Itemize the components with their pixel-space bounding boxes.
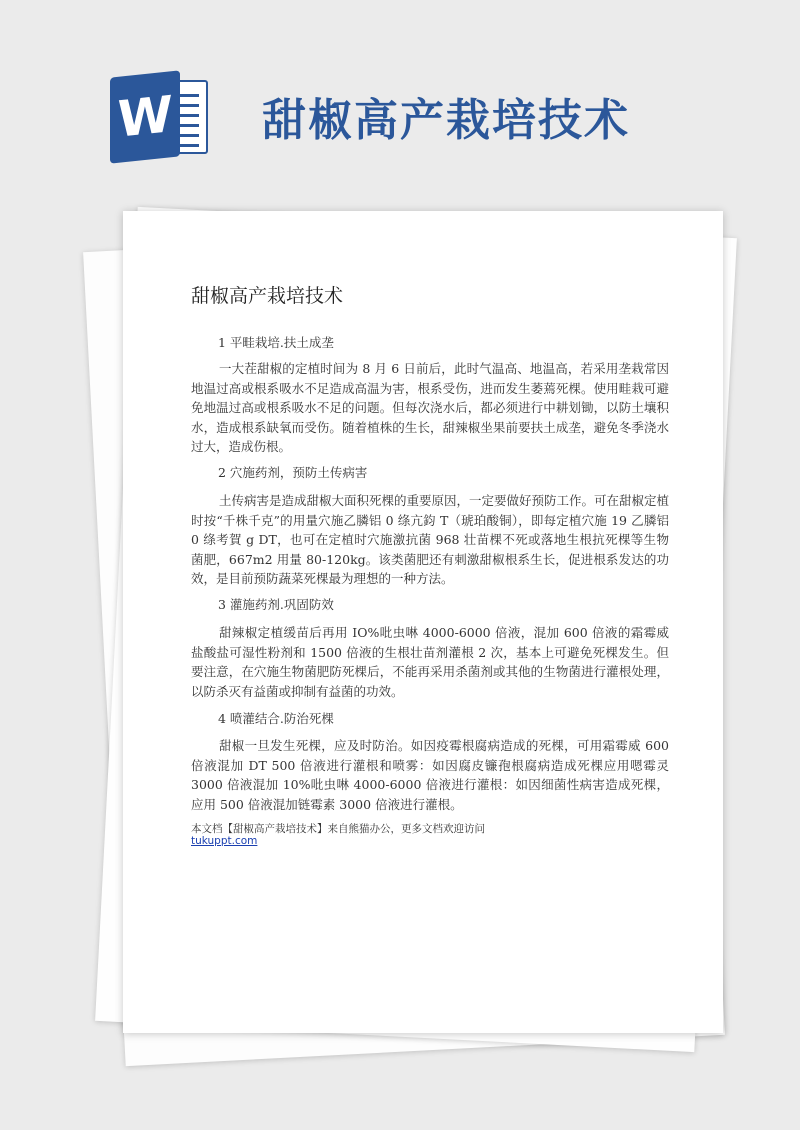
section-heading-2: 2 穴施药剂，预防土传病害 [218, 465, 368, 480]
document-page [123, 211, 723, 1033]
document-title: 甜椒高产栽培技术 [191, 285, 344, 307]
word-document-icon [110, 74, 214, 160]
banner [0, 0, 800, 190]
section-heading-3: 3 灌施药剂.巩固防效 [218, 597, 334, 612]
word-letter-badge: W [110, 70, 180, 163]
banner-title: 甜椒高产栽培技术 [262, 95, 630, 146]
footer-note: 本文档【甜椒高产栽培技术】来自熊猫办公，更多文档欢迎访问 [191, 823, 485, 835]
section-body-4: 甜椒一旦发生死棵，应及时防治。如因疫霉根腐病造成的死棵，可用霜霉威 600 倍液混加 DT 500 倍液进行灌根和喷雾：如因腐皮镰孢根腐病造成死棵应用嗯霉灵 3000 倍液混加 10%吡虫啉 4000-6000 倍液进行灌根：如因细菌性病害造成死棵，应用 500 倍液混加链霉素 3000 倍液进行灌根。 [191, 738, 669, 812]
section-heading-4: 4 喷灌结合.防治死棵 [218, 711, 334, 726]
section-body-3: 甜辣椒定植缓苗后再用 IO%吡虫啉 4000-6000 倍液，混加 600 倍液的霜霉威盐酸盐可湿性粉剂和 1500 倍液的生根壮苗剂灌根 2 次，基本上可避免死棵发生。但要注意，在穴施生物菌肥防死棵后，不能再采用杀菌剂或其他的生物菌进行灌根处理，以防杀灭有益菌或抑制有益菌的功效。 [191, 625, 669, 699]
section-heading-1: 1 平畦栽培.扶土成垄 [218, 335, 334, 350]
section-body-2: 土传病害是造成甜椒大面积死棵的重要原因，一定要做好预防工作。可在甜椒定植时按“千株千克”的用量穴施乙膦铝 0 绦亢鈞 T（琥珀酸铜），即每定植穴施 19 乙膦铝 0 绦考賀 g DT，也可在定植时穴施激抗菌 968 壮苗棵不死或落地生根抗死棵等生物菌肥，667m2 用量 80-120kg。该类菌肥还有刺激甜椒根系生长，促进根系发达的功效，是目前预防蔬菜死棵最为理想的一种方法。 [191, 493, 670, 586]
footer-link[interactable]: tukuppt.com [191, 835, 258, 847]
section-body-1: 一大茬甜椒的定植时间为 8 月 6 日前后，此时气温高、地温高，若采用垄栽常因地温过高或根系吸水不足造成高温为害，根系受伤，进而发生萎蔫死棵。使用畦栽可避免地温过高或根系吸水不足的问题。但每次浇水后，都必须进行中耕划锄，以防土壤积水，造成根系缺氧而受伤。随着植株的生长，甜辣椒坐果前要扶土成垄，避免冬季浇水过大，造成伤根。 [191, 361, 669, 454]
